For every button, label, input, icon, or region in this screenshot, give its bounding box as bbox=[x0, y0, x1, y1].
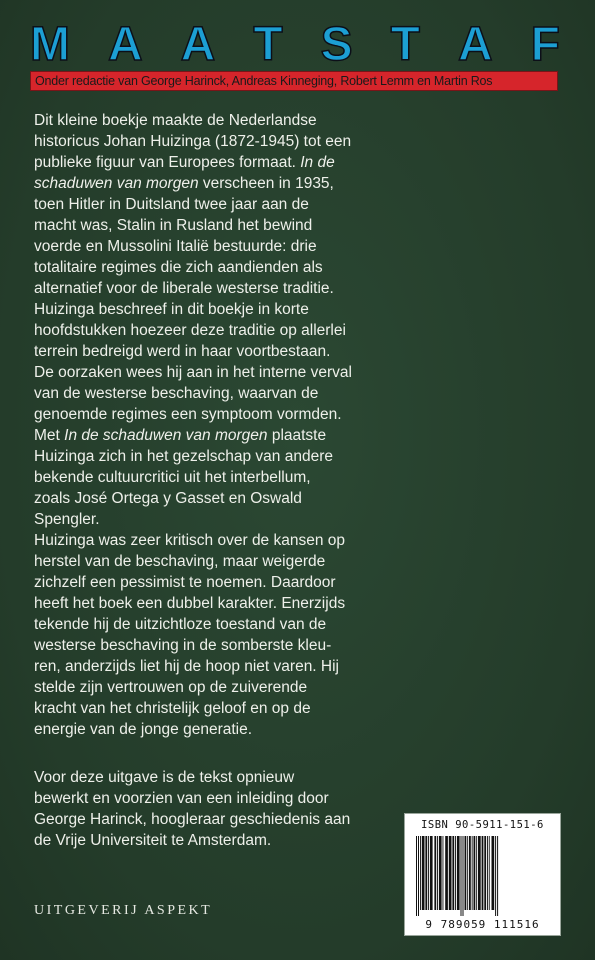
blurb-segment: macht was, Stalin in Rusland het bewind bbox=[34, 217, 313, 234]
blurb-segment: De oorzaken wees hij aan in het interne verval bbox=[34, 364, 352, 381]
blurb-segment: Dit kleine boekje maakte de Nederlandse bbox=[34, 112, 317, 129]
blurb-segment: Huizinga beschreef in dit boekje in korte bbox=[34, 301, 309, 318]
blurb-text bbox=[34, 110, 554, 740]
blurb-segment: energie van de jonge generatie. bbox=[34, 721, 253, 738]
barcode-icon bbox=[414, 836, 554, 916]
blurb-segment: ren, anderzijds liet hij de hoop niet varen. Hij bbox=[34, 658, 340, 675]
blurb-segment: tekende hij de uitzichtloze toestand van de bbox=[34, 616, 327, 633]
blurb-segment: publieke figuur van Europees formaat. bbox=[34, 154, 301, 171]
blurb-segment: historicus Johan Huizinga (1872-1945) tot een bbox=[34, 133, 352, 150]
edition-note-line: de Vrije Universiteit te Amsterdam. bbox=[34, 832, 272, 849]
blurb-segment: heeft het boek een dubbel karakter. Enerzijds bbox=[34, 595, 346, 612]
blurb-segment: toen Hitler in Duitsland twee jaar aan de bbox=[34, 196, 309, 213]
barcode-digits: 9 789059 111516 bbox=[425, 918, 540, 931]
book-title-italic: In de bbox=[300, 154, 335, 171]
blurb-line bbox=[34, 488, 554, 509]
series-title-letter: S bbox=[320, 18, 353, 71]
blurb-segment: Huizinga was zeer kritisch over de kansen op bbox=[34, 532, 346, 549]
blurb-line bbox=[34, 236, 554, 257]
blurb-line bbox=[34, 698, 554, 719]
blurb-line bbox=[34, 383, 554, 404]
blurb-segment: Huizinga zich in het gezelschap van andere bbox=[34, 448, 333, 465]
blurb-segment: stelde zijn vertrouwen op de zuiverende bbox=[34, 679, 308, 696]
blurb-line bbox=[34, 320, 554, 341]
edition-note bbox=[34, 767, 404, 851]
series-title-letter: A bbox=[458, 18, 493, 71]
blurb-segment: van de westerse beschaving, waarvan de bbox=[34, 385, 319, 402]
blurb-line bbox=[34, 425, 554, 446]
blurb-segment: voerde en Mussolini Italië bestuurde: drie bbox=[34, 238, 317, 255]
isbn-barcode-block bbox=[404, 813, 561, 936]
blurb-segment: herstel van de beschaving, maar weigerde bbox=[34, 553, 326, 570]
publisher-name: UITGEVERIJ ASPEKT bbox=[34, 903, 213, 918]
series-title-letter: A bbox=[180, 18, 216, 71]
blurb-segment: zoals José Ortega y Gasset en Oswald bbox=[34, 490, 302, 507]
blurb-line bbox=[34, 551, 554, 572]
blurb-segment: bekende cultuurcritici uit het interbellum, bbox=[34, 469, 311, 486]
blurb-segment: plaatste bbox=[267, 427, 327, 444]
editors-line: Onder redactie van George Harinck, Andreas Kinneging, Robert Lemm en Martin Ros bbox=[35, 74, 493, 88]
series-title-letter: T bbox=[253, 18, 283, 71]
blurb-line bbox=[34, 278, 554, 299]
blurb-segment: westerse beschaving in de somberste kleu- bbox=[34, 637, 332, 654]
blurb-line bbox=[34, 530, 554, 551]
blurb-segment: zichzelf een pessimist te noemen. Daardoor bbox=[34, 574, 336, 591]
blurb-line bbox=[34, 656, 554, 677]
blurb-segment: terrein bedreigd werd in haar voortbestaan. bbox=[34, 343, 331, 360]
blurb-segment: hoofdstukken hoezeer deze traditie op allerlei bbox=[34, 322, 346, 339]
blurb-line bbox=[34, 341, 554, 362]
blurb-segment: genoemde regimes een symptoom vormden. bbox=[34, 406, 342, 423]
edition-note-line: George Harinck, hoogleraar geschiedenis aan bbox=[34, 811, 351, 828]
blurb-line bbox=[34, 467, 554, 488]
blurb-line bbox=[34, 404, 554, 425]
blurb-line bbox=[34, 110, 554, 131]
blurb-line bbox=[34, 719, 554, 740]
editors-bar bbox=[30, 71, 558, 91]
blurb-line bbox=[34, 173, 554, 194]
blurb-line bbox=[34, 593, 554, 614]
blurb-line bbox=[34, 635, 554, 656]
blurb-line bbox=[34, 362, 554, 383]
book-title-italic: In de schaduwen van morgen bbox=[64, 427, 268, 444]
blurb-line bbox=[34, 215, 554, 236]
blurb-line bbox=[34, 509, 554, 530]
blurb-line bbox=[34, 446, 554, 467]
blurb-line bbox=[34, 299, 554, 320]
isbn-label: ISBN 90-5911-151-6 bbox=[421, 819, 544, 831]
series-title-letter: F bbox=[530, 18, 560, 71]
blurb-line bbox=[34, 131, 554, 152]
edition-note-line: Voor deze uitgave is de tekst opnieuw bbox=[34, 769, 295, 786]
blurb-segment: Met bbox=[34, 427, 65, 444]
series-title-letter: T bbox=[390, 18, 420, 71]
series-title-letter: A bbox=[107, 18, 143, 71]
blurb-segment: verscheen in 1935, bbox=[198, 175, 334, 192]
blurb-line bbox=[34, 614, 554, 635]
blurb-segment: Spengler. bbox=[34, 511, 100, 528]
series-title bbox=[30, 18, 560, 71]
blurb-line bbox=[34, 152, 554, 173]
blurb-line bbox=[34, 677, 554, 698]
blurb-line bbox=[34, 194, 554, 215]
edition-note-line: bewerkt en voorzien van een inleiding door bbox=[34, 790, 329, 807]
blurb-line bbox=[34, 572, 554, 593]
blurb-line bbox=[34, 257, 554, 278]
blurb-segment: kracht van het christelijk geloof en op de bbox=[34, 700, 311, 717]
book-title-italic: schaduwen van morgen bbox=[34, 175, 199, 192]
blurb-segment: alternatief voor de liberale westerse traditie. bbox=[34, 280, 334, 297]
series-title-letter: M bbox=[30, 18, 70, 71]
blurb-segment: totalitaire regimes die zich aandienden als bbox=[34, 259, 323, 276]
